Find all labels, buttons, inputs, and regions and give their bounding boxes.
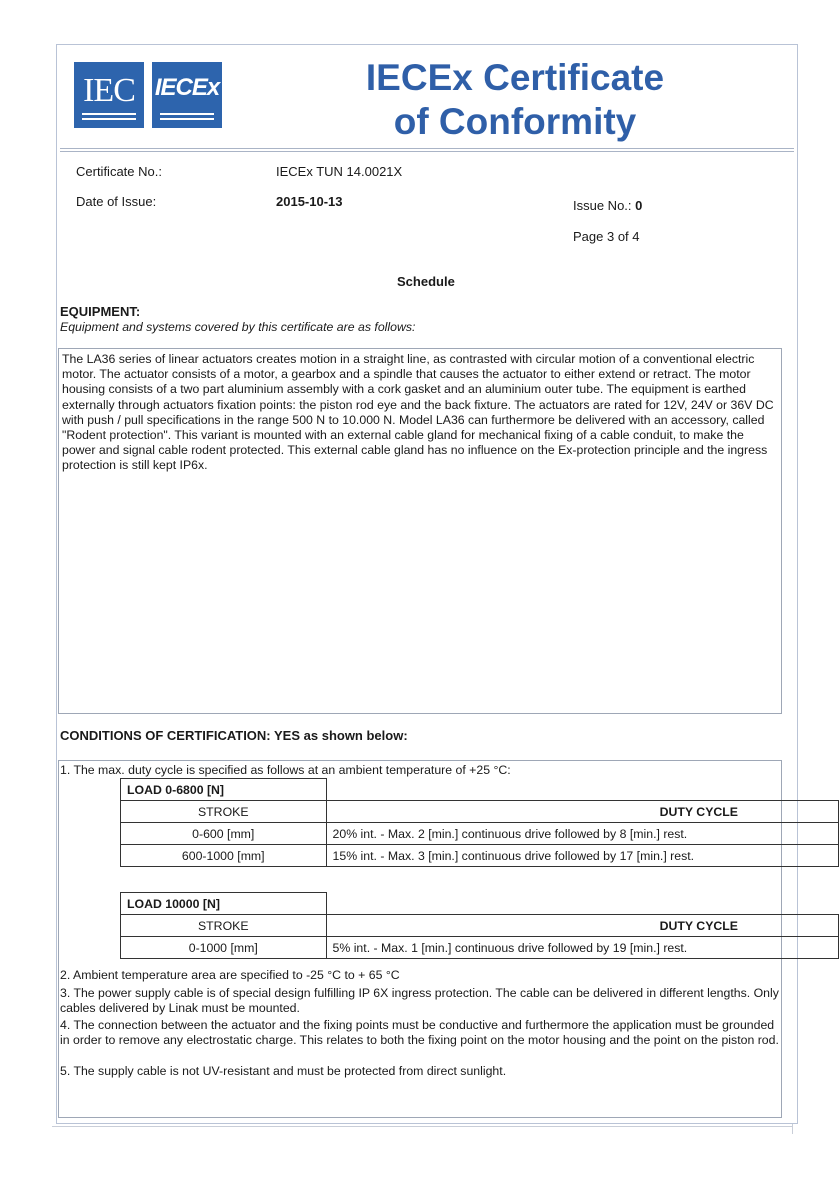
table-row [121, 801, 839, 823]
frame-right-line [792, 1124, 793, 1134]
duty-header: DUTY CYCLE [326, 915, 838, 937]
table-row [121, 915, 839, 937]
condition-item-5: 5. The supply cable is not UV-resistant and must be protected from direct sunlight. [60, 1064, 507, 1078]
stroke-header: STROKE [121, 801, 327, 823]
condition-item-3: 3. The power supply cable is of special design fulfilling IP 6X ingress protection. The cable can be delivered in different lengths. Only cables delivered by Linak must be mounted. [60, 986, 779, 1016]
duty-cell: 5% int. - Max. 1 [min.] continuous drive followed by 19 [min.] rest. [326, 937, 838, 959]
conditions-heading: CONDITIONS OF CERTIFICATION: YES as shown below: [60, 728, 408, 743]
iecex-logo [152, 62, 222, 128]
issue-label: Issue No.: [573, 198, 632, 213]
equipment-heading: EQUIPMENT: [60, 304, 141, 319]
stroke-cell: 0-1000 [mm] [121, 937, 327, 959]
iec-logo [74, 62, 144, 128]
duty-cell: 20% int. - Max. 2 [min.] continuous drive followed by 8 [min.] rest. [326, 823, 838, 845]
title-rule [60, 148, 794, 152]
condition-item-4: 4. The connection between the actuator and the fixing points must be conductive and furthermore the application must be grounded in order to remove any electrostatic charge. This relates to both the fixing point on the motor housing and the point on the piston rod. [60, 1018, 779, 1048]
duty-header: DUTY CYCLE [326, 801, 838, 823]
load-label: LOAD 10000 [N] [121, 893, 327, 915]
document-title [300, 56, 730, 144]
table-row [121, 937, 839, 959]
date-label: Date of Issue: [76, 194, 157, 209]
iec-logo-text: IEC [83, 72, 135, 109]
issue-no [573, 198, 642, 213]
cert-no-label: Certificate No.: [76, 164, 162, 179]
condition-item-1: 1. The max. duty cycle is specified as follows at an ambient temperature of +25 °C: [60, 763, 511, 777]
frame-bottom-line [52, 1126, 792, 1127]
condition-item-2: 2. Ambient temperature area are specified to -25 °C to + 65 °C [60, 968, 400, 982]
duty-table-2 [120, 892, 839, 959]
stroke-cell: 600-1000 [mm] [121, 845, 327, 867]
iecex-logo-text: IECEx [154, 74, 220, 101]
load-label: LOAD 0-6800 [N] [121, 779, 327, 801]
duty-cell: 15% int. - Max. 3 [min.] continuous drive followed by 17 [min.] rest. [326, 845, 838, 867]
stroke-header: STROKE [121, 915, 327, 937]
equipment-subheading: Equipment and systems covered by this certificate are as follows: [60, 320, 416, 334]
date-value: 2015-10-13 [276, 194, 343, 209]
table-row [121, 845, 839, 867]
issue-value: 0 [635, 198, 643, 213]
equipment-description: The LA36 series of linear actuators creates motion in a straight line, as contrasted with circular motion of a conventional electric motor. The actuator consists of a motor, a gearbox and a spindle that causes the actuator to either extend or retract. The motor housing consists of a two part aluminium assembly with a cork gasket and an aluminium outer tube. The equipment is earthed externally through actuators fixation points: the piston rod eye and the back fixture. The actuators are rated for 12V, 24V or 36V DC with push / pull specifications in the range 500 N to 10.000 N. Model LA36 can furthermore be delivered with an accessory, called "Rodent protection". This variant is mounted with an external cable gland for mechanical fixing of a cable conduit, to make the power and signal cable rodent protected. This external cable gland has no influence on the Ex-protection principle and the ingress protection is still kept IP6x. [62, 352, 774, 473]
title-line-2: of Conformity [393, 101, 637, 142]
duty-table-1 [120, 778, 839, 867]
table-row [121, 893, 839, 915]
table-row [121, 779, 839, 801]
page-number: Page 3 of 4 [573, 229, 640, 244]
schedule-heading: Schedule [397, 274, 455, 289]
title-line-1: IECEx Certificate [365, 57, 665, 98]
stroke-cell: 0-600 [mm] [121, 823, 327, 845]
cert-no-value: IECEx TUN 14.0021X [276, 164, 403, 179]
table-row [121, 823, 839, 845]
